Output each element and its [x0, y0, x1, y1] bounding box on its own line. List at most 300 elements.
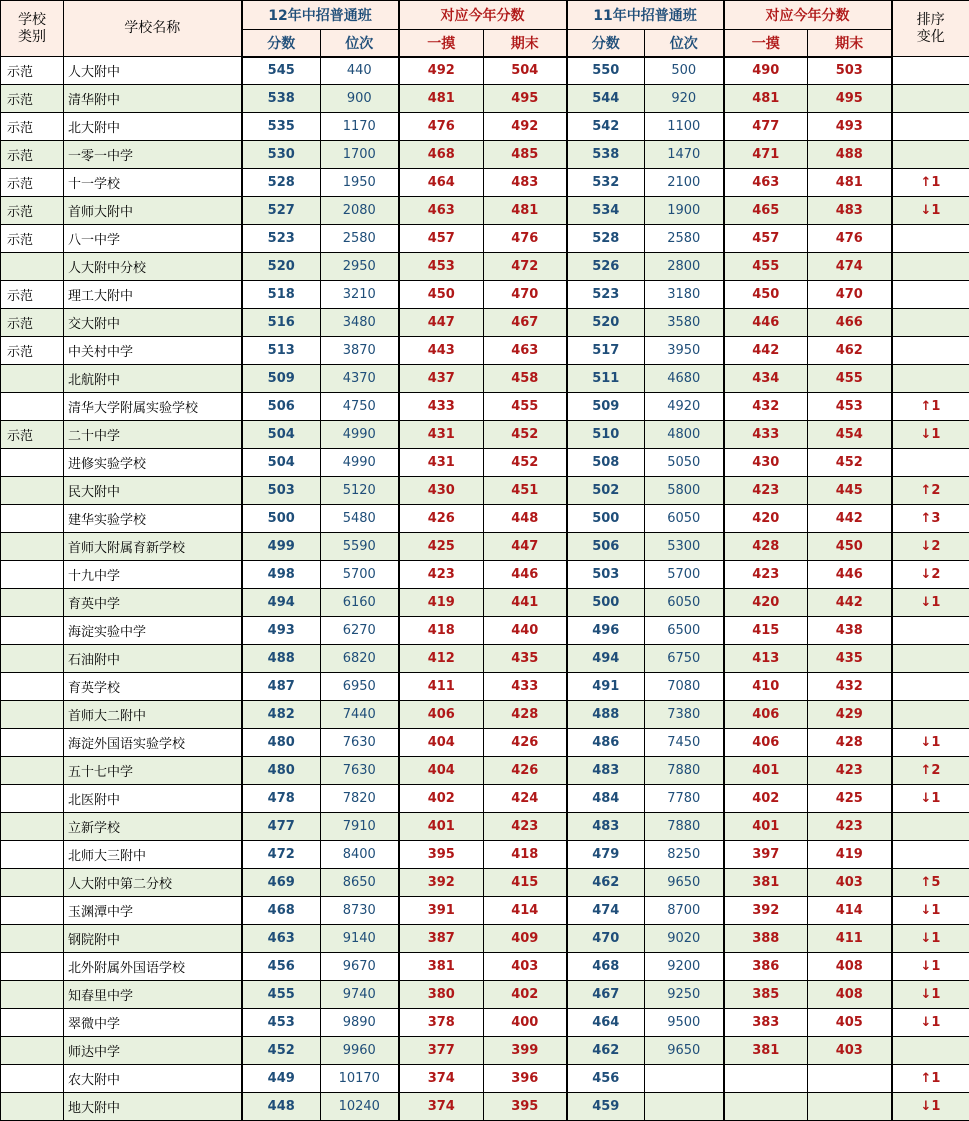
rank-change-cell: ↑5: [892, 869, 969, 897]
rank-12-cell: 4990: [321, 449, 399, 477]
rank-11-cell: 5050: [645, 449, 724, 477]
qimo-11-cell: 423: [808, 813, 892, 841]
score-11-cell: 483: [567, 813, 645, 841]
table-row: [1, 561, 969, 589]
rank-change-cell: [892, 449, 969, 477]
rank-change-cell: ↓1: [892, 589, 969, 617]
table-row: [1, 337, 969, 365]
rank-12-cell: 3210: [321, 281, 399, 309]
rank-change-cell: [892, 85, 969, 113]
rank-change-cell: ↓1: [892, 925, 969, 953]
yimo-11-cell: [724, 1065, 808, 1093]
school-type-cell: [1, 477, 64, 505]
rank-12-cell: 1170: [321, 113, 399, 141]
school-type-cell: [1, 1093, 64, 1121]
score-12-cell: 506: [242, 393, 321, 421]
qimo-12-cell: 467: [484, 309, 567, 337]
qimo-12-cell: 414: [484, 897, 567, 925]
yimo-11-cell: 383: [724, 1009, 808, 1037]
score-11-cell: 500: [567, 589, 645, 617]
yimo-11-cell: 471: [724, 141, 808, 169]
rank-11-cell: 6050: [645, 505, 724, 533]
school-name-cell: 五十七中学: [64, 757, 242, 785]
school-name-cell: 建华实验学校: [64, 505, 242, 533]
rank-12-cell: 6820: [321, 645, 399, 673]
qimo-11-cell: 450: [808, 533, 892, 561]
qimo-11-cell: 411: [808, 925, 892, 953]
rank-change-cell: [892, 337, 969, 365]
school-type-cell: [1, 561, 64, 589]
yimo-11-cell: 432: [724, 393, 808, 421]
score-11-cell: 494: [567, 645, 645, 673]
qimo-12-cell: 396: [484, 1065, 567, 1093]
score-11-cell: 502: [567, 477, 645, 505]
school-type-cell: [1, 953, 64, 981]
rank-12-cell: 7440: [321, 701, 399, 729]
school-name-cell: 石油附中: [64, 645, 242, 673]
rank-11-cell: 9650: [645, 869, 724, 897]
rank-11-cell: 1100: [645, 113, 724, 141]
school-type-cell: [1, 897, 64, 925]
rank-change-cell: ↓1: [892, 1009, 969, 1037]
school-name-cell: 清华大学附属实验学校: [64, 393, 242, 421]
rank-change-cell: ↓1: [892, 197, 969, 225]
yimo-12-cell: 443: [399, 337, 484, 365]
table-row: [1, 57, 969, 85]
rank-12-cell: 8730: [321, 897, 399, 925]
qimo-11-cell: 429: [808, 701, 892, 729]
yimo-12-cell: 401: [399, 813, 484, 841]
rank-11-cell: 8700: [645, 897, 724, 925]
score-12-cell: 535: [242, 113, 321, 141]
yimo-12-cell: 433: [399, 393, 484, 421]
school-name-cell: 人大附中第二分校: [64, 869, 242, 897]
qimo-11-cell: 495: [808, 85, 892, 113]
table-row: [1, 421, 969, 449]
qimo-12-cell: 448: [484, 505, 567, 533]
qimo-11-cell: 403: [808, 869, 892, 897]
score-12-cell: 503: [242, 477, 321, 505]
rank-change-cell: ↓1: [892, 785, 969, 813]
score-11-cell: 506: [567, 533, 645, 561]
yimo-12-cell: 426: [399, 505, 484, 533]
rank-11-cell: 7080: [645, 673, 724, 701]
qimo-11-cell: 442: [808, 505, 892, 533]
yimo-12-cell: 387: [399, 925, 484, 953]
score-12-cell: 504: [242, 421, 321, 449]
yimo-12-cell: 404: [399, 729, 484, 757]
yimo-11-cell: 434: [724, 365, 808, 393]
table-row: [1, 505, 969, 533]
rank-12-cell: 6270: [321, 617, 399, 645]
table-row: [1, 785, 969, 813]
score-12-cell: 469: [242, 869, 321, 897]
school-type-cell: 示范: [1, 113, 64, 141]
rank-12-cell: 5480: [321, 505, 399, 533]
rank-change-cell: ↑3: [892, 505, 969, 533]
qimo-12-cell: 433: [484, 673, 567, 701]
yimo-12-cell: 406: [399, 701, 484, 729]
school-type-cell: [1, 757, 64, 785]
school-type-cell: [1, 393, 64, 421]
score-11-cell: 468: [567, 953, 645, 981]
school-type-cell: [1, 449, 64, 477]
table-row: [1, 141, 969, 169]
qimo-12-cell: 403: [484, 953, 567, 981]
qimo-11-cell: 455: [808, 365, 892, 393]
score-12-cell: 453: [242, 1009, 321, 1037]
rank-11-cell: 7880: [645, 813, 724, 841]
yimo-12-cell: 481: [399, 85, 484, 113]
rank-12-cell: 3870: [321, 337, 399, 365]
yimo-11-cell: 433: [724, 421, 808, 449]
score-12-cell: 452: [242, 1037, 321, 1065]
header-group-12-equiv: 对应今年分数: [399, 1, 567, 30]
qimo-11-cell: 438: [808, 617, 892, 645]
rank-11-cell: 9650: [645, 1037, 724, 1065]
school-type-cell: [1, 981, 64, 1009]
header-group-11: 11年中招普通班: [567, 1, 724, 30]
yimo-11-cell: 446: [724, 309, 808, 337]
qimo-12-cell: 402: [484, 981, 567, 1009]
score-11-cell: 483: [567, 757, 645, 785]
rank-change-cell: [892, 281, 969, 309]
score-12-cell: 487: [242, 673, 321, 701]
yimo-11-cell: [724, 1093, 808, 1121]
yimo-12-cell: 374: [399, 1093, 484, 1121]
qimo-11-cell: 474: [808, 253, 892, 281]
qimo-12-cell: 495: [484, 85, 567, 113]
rank-change-cell: ↑1: [892, 393, 969, 421]
rank-11-cell: 920: [645, 85, 724, 113]
rank-change-cell: ↑2: [892, 477, 969, 505]
rank-11-cell: 1470: [645, 141, 724, 169]
rank-change-cell: [892, 253, 969, 281]
rank-11-cell: 3180: [645, 281, 724, 309]
score-12-cell: 488: [242, 645, 321, 673]
rank-12-cell: 9140: [321, 925, 399, 953]
school-type-cell: 示范: [1, 85, 64, 113]
yimo-12-cell: 423: [399, 561, 484, 589]
rank-12-cell: 4370: [321, 365, 399, 393]
qimo-12-cell: 446: [484, 561, 567, 589]
qimo-12-cell: 400: [484, 1009, 567, 1037]
yimo-12-cell: 392: [399, 869, 484, 897]
school-type-cell: [1, 729, 64, 757]
table-row: [1, 365, 969, 393]
yimo-11-cell: 386: [724, 953, 808, 981]
yimo-11-cell: 406: [724, 701, 808, 729]
table-row: [1, 477, 969, 505]
rank-11-cell: 6050: [645, 589, 724, 617]
school-type-cell: 示范: [1, 169, 64, 197]
qimo-11-cell: 453: [808, 393, 892, 421]
table-row: [1, 617, 969, 645]
qimo-12-cell: 418: [484, 841, 567, 869]
rank-change-cell: [892, 813, 969, 841]
score-12-cell: 527: [242, 197, 321, 225]
header-rank-11: 位次: [645, 30, 724, 57]
yimo-12-cell: 374: [399, 1065, 484, 1093]
school-name-cell: 交大附中: [64, 309, 242, 337]
score-11-cell: 528: [567, 225, 645, 253]
yimo-11-cell: 450: [724, 281, 808, 309]
yimo-11-cell: 477: [724, 113, 808, 141]
qimo-12-cell: 485: [484, 141, 567, 169]
score-12-cell: 493: [242, 617, 321, 645]
yimo-11-cell: 420: [724, 589, 808, 617]
rank-change-cell: ↓1: [892, 1093, 969, 1121]
header-qimo-11: 期末: [808, 30, 892, 57]
school-type-cell: [1, 505, 64, 533]
qimo-11-cell: 408: [808, 981, 892, 1009]
school-type-cell: [1, 645, 64, 673]
yimo-11-cell: 455: [724, 253, 808, 281]
rank-change-cell: [892, 365, 969, 393]
table-header: [1, 1, 969, 57]
rank-12-cell: 10170: [321, 1065, 399, 1093]
yimo-12-cell: 395: [399, 841, 484, 869]
score-12-cell: 494: [242, 589, 321, 617]
qimo-11-cell: [808, 1093, 892, 1121]
rank-11-cell: 6750: [645, 645, 724, 673]
table-row: [1, 85, 969, 113]
rank-12-cell: 3480: [321, 309, 399, 337]
yimo-11-cell: 428: [724, 533, 808, 561]
table-row: [1, 813, 969, 841]
rank-11-cell: 2580: [645, 225, 724, 253]
rank-change-cell: ↑1: [892, 1065, 969, 1093]
qimo-12-cell: 458: [484, 365, 567, 393]
rank-change-cell: [892, 113, 969, 141]
school-name-cell: 十一学校: [64, 169, 242, 197]
yimo-11-cell: 392: [724, 897, 808, 925]
score-11-cell: 503: [567, 561, 645, 589]
rank-change-cell: [892, 701, 969, 729]
qimo-12-cell: 426: [484, 757, 567, 785]
rank-12-cell: 6160: [321, 589, 399, 617]
score-11-cell: 517: [567, 337, 645, 365]
yimo-11-cell: 381: [724, 1037, 808, 1065]
yimo-11-cell: 385: [724, 981, 808, 1009]
rank-11-cell: 4920: [645, 393, 724, 421]
rank-change-cell: ↓1: [892, 953, 969, 981]
yimo-11-cell: 401: [724, 757, 808, 785]
school-type-cell: [1, 869, 64, 897]
table-row: [1, 841, 969, 869]
rank-11-cell: 7880: [645, 757, 724, 785]
yimo-11-cell: 430: [724, 449, 808, 477]
rank-change-cell: ↓1: [892, 897, 969, 925]
rank-11-cell: 2800: [645, 253, 724, 281]
qimo-11-cell: 425: [808, 785, 892, 813]
yimo-11-cell: 381: [724, 869, 808, 897]
qimo-11-cell: 423: [808, 757, 892, 785]
table-row: [1, 701, 969, 729]
table-row: [1, 589, 969, 617]
score-12-cell: 480: [242, 757, 321, 785]
header-score-11: 分数: [567, 30, 645, 57]
school-type-cell: [1, 365, 64, 393]
qimo-11-cell: 454: [808, 421, 892, 449]
school-name-cell: 中关村中学: [64, 337, 242, 365]
rank-11-cell: 5300: [645, 533, 724, 561]
yimo-12-cell: 412: [399, 645, 484, 673]
qimo-11-cell: 483: [808, 197, 892, 225]
rank-change-cell: ↑1: [892, 169, 969, 197]
rank-12-cell: 900: [321, 85, 399, 113]
header-school-name: 学校名称: [64, 1, 242, 57]
rank-11-cell: 7780: [645, 785, 724, 813]
table-row: [1, 281, 969, 309]
school-name-cell: 北医附中: [64, 785, 242, 813]
school-type-cell: [1, 841, 64, 869]
yimo-12-cell: 402: [399, 785, 484, 813]
rank-change-cell: [892, 1037, 969, 1065]
yimo-12-cell: 431: [399, 449, 484, 477]
yimo-11-cell: 413: [724, 645, 808, 673]
score-12-cell: 504: [242, 449, 321, 477]
qimo-12-cell: 492: [484, 113, 567, 141]
score-11-cell: 526: [567, 253, 645, 281]
header-rank-12: 位次: [321, 30, 399, 57]
yimo-11-cell: 402: [724, 785, 808, 813]
qimo-11-cell: 452: [808, 449, 892, 477]
rank-change-cell: [892, 645, 969, 673]
yimo-12-cell: 463: [399, 197, 484, 225]
yimo-12-cell: 437: [399, 365, 484, 393]
header-rank-change: [892, 1, 969, 57]
header-rank-change-label: 排序 变化: [916, 11, 945, 45]
rank-change-cell: ↓2: [892, 533, 969, 561]
table-row: [1, 309, 969, 337]
qimo-12-cell: 452: [484, 421, 567, 449]
score-12-cell: 516: [242, 309, 321, 337]
table-row: [1, 1065, 969, 1093]
rank-12-cell: 1700: [321, 141, 399, 169]
rank-11-cell: [645, 1065, 724, 1093]
school-name-cell: 育英学校: [64, 673, 242, 701]
yimo-11-cell: 423: [724, 477, 808, 505]
score-12-cell: 520: [242, 253, 321, 281]
rank-11-cell: 3580: [645, 309, 724, 337]
school-type-cell: [1, 925, 64, 953]
yimo-12-cell: 404: [399, 757, 484, 785]
school-name-cell: 八一中学: [64, 225, 242, 253]
school-type-cell: 示范: [1, 337, 64, 365]
score-12-cell: 518: [242, 281, 321, 309]
qimo-11-cell: 419: [808, 841, 892, 869]
school-name-cell: 进修实验学校: [64, 449, 242, 477]
score-11-cell: 462: [567, 1037, 645, 1065]
score-12-cell: 463: [242, 925, 321, 953]
rank-11-cell: 500: [645, 57, 724, 85]
qimo-11-cell: 481: [808, 169, 892, 197]
school-name-cell: 首师大附属育新学校: [64, 533, 242, 561]
school-name-cell: 立新学校: [64, 813, 242, 841]
rank-change-cell: ↓1: [892, 981, 969, 1009]
rank-change-cell: ↑2: [892, 757, 969, 785]
score-11-cell: 510: [567, 421, 645, 449]
yimo-11-cell: 406: [724, 729, 808, 757]
score-11-cell: 484: [567, 785, 645, 813]
table-row: [1, 981, 969, 1009]
rank-change-cell: [892, 673, 969, 701]
school-name-cell: 知春里中学: [64, 981, 242, 1009]
school-name-cell: 海淀实验中学: [64, 617, 242, 645]
yimo-12-cell: 492: [399, 57, 484, 85]
rank-12-cell: 9890: [321, 1009, 399, 1037]
qimo-11-cell: 428: [808, 729, 892, 757]
qimo-12-cell: 481: [484, 197, 567, 225]
score-12-cell: 455: [242, 981, 321, 1009]
qimo-11-cell: 462: [808, 337, 892, 365]
qimo-12-cell: 423: [484, 813, 567, 841]
score-11-cell: 456: [567, 1065, 645, 1093]
yimo-12-cell: 447: [399, 309, 484, 337]
qimo-12-cell: 476: [484, 225, 567, 253]
qimo-12-cell: 428: [484, 701, 567, 729]
school-name-cell: 人大附中分校: [64, 253, 242, 281]
rank-change-cell: [892, 141, 969, 169]
yimo-11-cell: 420: [724, 505, 808, 533]
score-11-cell: 544: [567, 85, 645, 113]
school-type-cell: [1, 533, 64, 561]
score-12-cell: 478: [242, 785, 321, 813]
score-12-cell: 523: [242, 225, 321, 253]
rank-change-cell: ↓1: [892, 729, 969, 757]
yimo-12-cell: 380: [399, 981, 484, 1009]
qimo-12-cell: 440: [484, 617, 567, 645]
qimo-11-cell: 442: [808, 589, 892, 617]
school-name-cell: 北师大三附中: [64, 841, 242, 869]
header-group-11-equiv: 对应今年分数: [724, 1, 892, 30]
table-row: [1, 757, 969, 785]
rank-change-cell: [892, 841, 969, 869]
yimo-12-cell: 425: [399, 533, 484, 561]
table-row: [1, 897, 969, 925]
yimo-11-cell: 490: [724, 57, 808, 85]
rank-12-cell: 7910: [321, 813, 399, 841]
qimo-12-cell: 424: [484, 785, 567, 813]
qimo-12-cell: 483: [484, 169, 567, 197]
school-name-cell: 北大附中: [64, 113, 242, 141]
table-row: [1, 925, 969, 953]
yimo-12-cell: 468: [399, 141, 484, 169]
score-11-cell: 467: [567, 981, 645, 1009]
score-11-cell: 464: [567, 1009, 645, 1037]
school-name-cell: 民大附中: [64, 477, 242, 505]
rank-change-cell: ↓1: [892, 421, 969, 449]
rank-11-cell: 4800: [645, 421, 724, 449]
school-type-cell: 示范: [1, 225, 64, 253]
rank-11-cell: 9500: [645, 1009, 724, 1037]
school-name-cell: 师达中学: [64, 1037, 242, 1065]
qimo-11-cell: 432: [808, 673, 892, 701]
qimo-12-cell: 426: [484, 729, 567, 757]
rank-12-cell: 8650: [321, 869, 399, 897]
score-11-cell: 550: [567, 57, 645, 85]
school-name-cell: 地大附中: [64, 1093, 242, 1121]
qimo-11-cell: 408: [808, 953, 892, 981]
school-type-cell: [1, 785, 64, 813]
table-row: [1, 253, 969, 281]
rank-change-cell: [892, 225, 969, 253]
score-12-cell: 472: [242, 841, 321, 869]
score-12-cell: 538: [242, 85, 321, 113]
score-11-cell: 508: [567, 449, 645, 477]
school-type-cell: [1, 589, 64, 617]
